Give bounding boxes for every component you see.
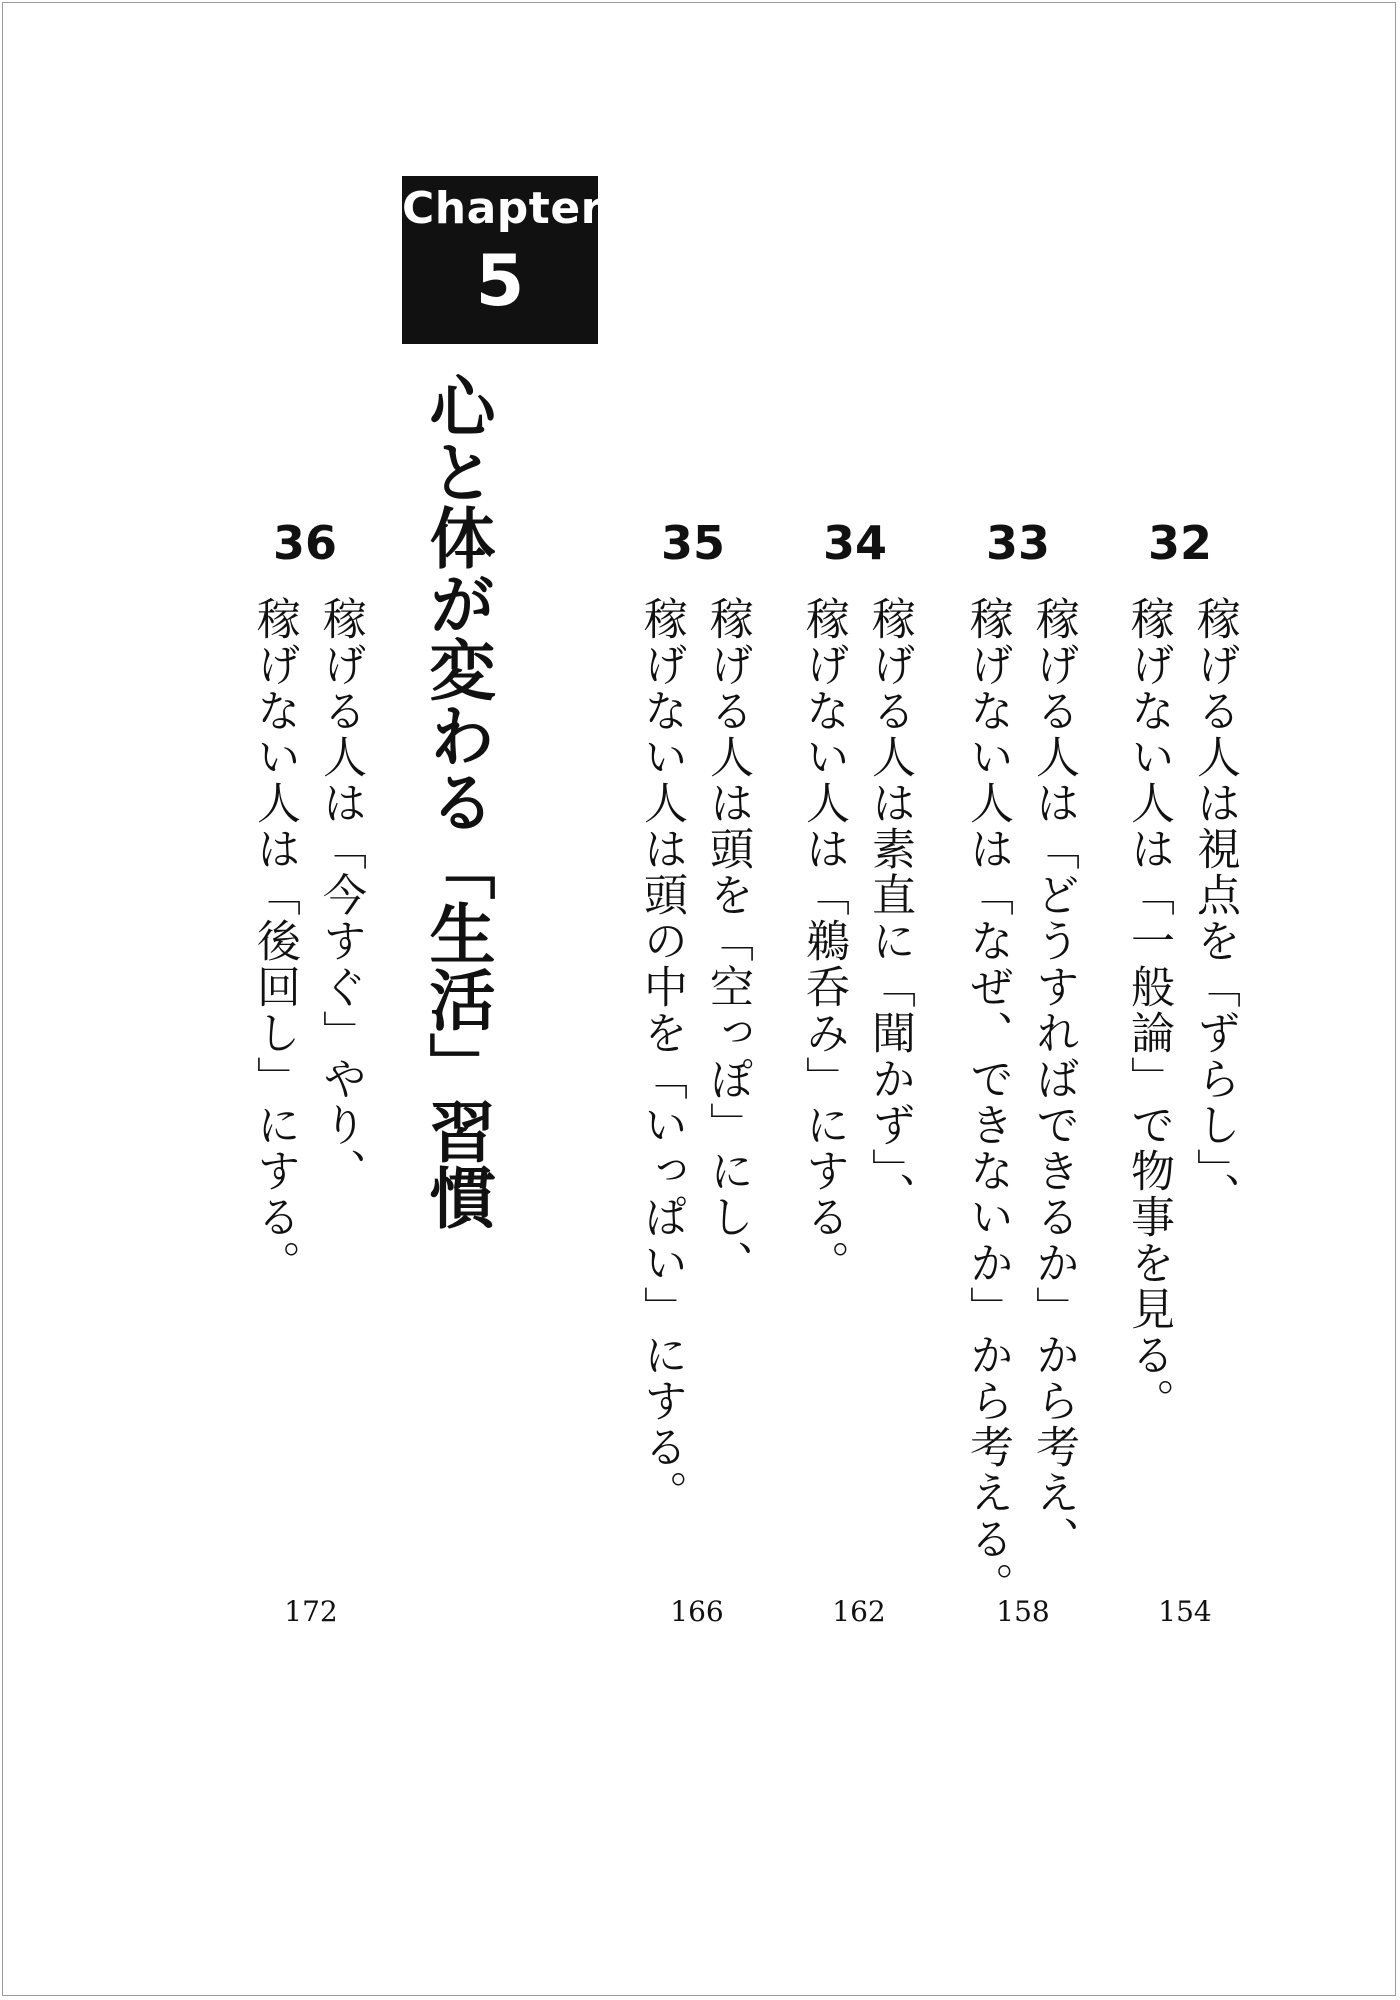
entry-36-line2: 稼げない人は「後回し」にする。	[249, 596, 300, 1286]
entry-34-line2: 稼げない人は「鵜呑み」にする。	[798, 596, 849, 1286]
entry-number-32: 32	[1147, 516, 1213, 570]
entry-33-line1: 稼げる人は「どうすればできるか」から考え、	[1028, 596, 1079, 1562]
chapter-badge	[402, 176, 603, 344]
entry-number-36: 36	[272, 516, 338, 570]
entry-35-line1: 稼げる人は頭を「空っぽ」にし、	[702, 596, 753, 1286]
entry-number-33: 33	[985, 516, 1051, 570]
chapter-number: 5	[475, 240, 525, 322]
entry-34-line1: 稼げる人は素直に「聞かず」、	[864, 596, 915, 1218]
entry-33-line2: 稼げない人は「なぜ、できないか」から考える。	[962, 596, 1013, 1608]
entry-32-line1: 稼げる人は視点を「ずらし」、	[1189, 596, 1240, 1218]
chapter-label: Chapter	[402, 183, 603, 234]
entry-35-page: 166	[670, 1595, 724, 1628]
entry-number-34: 34	[822, 516, 888, 570]
entry-35-line2: 稼げない人は頭の中を「いっぱい」にする。	[636, 596, 687, 1516]
page-border	[2, 2, 1396, 1996]
chapter-title: 心と体が変わる「生活」習慣	[418, 372, 495, 1230]
entry-number-35: 35	[660, 516, 726, 570]
entry-34-page: 162	[832, 1595, 886, 1628]
entry-33-page: 158	[996, 1595, 1050, 1628]
entry-36-line1: 稼げる人は「今すぐ」やり、	[315, 596, 366, 1194]
entry-32-line2: 稼げない人は「一般論」で物事を見る。	[1123, 596, 1174, 1424]
entry-32-page: 154	[1158, 1595, 1212, 1628]
entry-36-page: 172	[284, 1595, 338, 1628]
